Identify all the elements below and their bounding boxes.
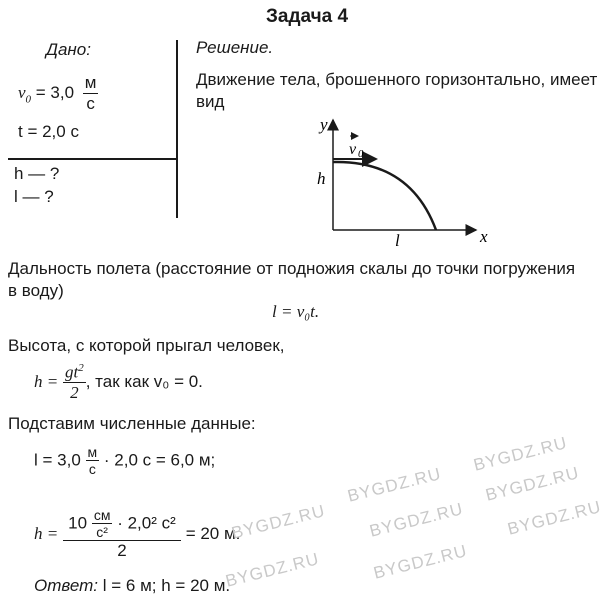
v0-subscript: 0 [25, 93, 32, 106]
height-formula [34, 362, 203, 403]
watermark: BYGDZ.RU [371, 541, 470, 583]
h-calc-lhs: h = [34, 524, 59, 543]
l-calc-unit [86, 445, 100, 477]
h-calc-unit-den: с² [96, 524, 108, 541]
l-label: l [395, 231, 400, 250]
given-divider [8, 158, 176, 160]
watermark: BYGDZ.RU [483, 463, 582, 505]
v0-label-sub: 0 [358, 148, 364, 160]
h-calc-tail: = 20 м. [185, 524, 241, 543]
answer-label: Ответ: [34, 576, 99, 595]
h-calc-fraction [63, 508, 181, 561]
trajectory-curve [333, 162, 436, 230]
watermark: BYGDZ.RU [229, 501, 328, 543]
range-line1: Дальность полета (расстояние от подножия скалы до точки погружения [8, 259, 576, 278]
problem-title: Задача 4 [266, 6, 349, 27]
solution-intro-line2: вид [196, 92, 225, 111]
l-calc-unit-den: с [88, 461, 96, 478]
height-tail: , так как v₀ = 0. [85, 371, 203, 391]
v0-label: v [349, 141, 357, 158]
substitute-heading: Подставим численные данные: [8, 414, 256, 433]
height-num: gt [64, 362, 79, 382]
height-den: 2 [70, 383, 79, 403]
range-formula: l = v₀t. [272, 302, 320, 321]
h-calc-num-b: · 2,0² с² [117, 513, 176, 533]
height-num-sup: 2 [78, 362, 84, 374]
h-calculation [34, 508, 240, 561]
l-calculation [34, 445, 215, 477]
l-calc-tail: · 2,0 с = 6,0 м; [103, 450, 216, 470]
watermark: BYGDZ.RU [471, 433, 570, 475]
v0-unit-num: м [84, 73, 97, 92]
given-heading: Дано: [46, 40, 91, 59]
watermark: BYGDZ.RU [367, 499, 466, 541]
answer-line [34, 576, 230, 596]
v0-unit-fraction [83, 74, 99, 113]
h-calc-num-a: 10 [68, 513, 88, 533]
l-calc-lhs: l = 3,0 [34, 450, 81, 470]
v0-symbol: v [18, 83, 26, 103]
trajectory-diagram [300, 112, 500, 252]
v0-unit-den: с [86, 93, 95, 113]
watermark: BYGDZ.RU [223, 549, 322, 591]
h-label: h [317, 169, 326, 188]
l-calc-unit-num: м [87, 444, 98, 460]
answer-value: l = 6 м; h = 20 м. [102, 576, 231, 595]
watermark: BYGDZ.RU [345, 464, 444, 506]
y-axis-label: y [320, 115, 328, 134]
height-intro: Высота, с которой прыгал человек, [8, 336, 285, 355]
given-t: t = 2,0 с [18, 122, 79, 141]
given-vertical-divider [176, 40, 178, 218]
given-v0 [18, 74, 98, 113]
height-fraction [63, 362, 86, 403]
find-l: l — ? [14, 187, 54, 206]
height-formula-lhs: h = [34, 371, 59, 391]
h-calc-unit-num: см [93, 507, 111, 523]
h-calc-den: 2 [117, 541, 127, 561]
find-h: h — ? [14, 164, 60, 183]
v0-value: = 3,0 [31, 83, 75, 103]
solution-heading: Решение. [196, 38, 274, 57]
x-axis-label: x [480, 227, 488, 246]
h-calc-unit [92, 508, 113, 540]
watermark: BYGDZ.RU [505, 497, 604, 539]
solution-intro-line1: Движение тела, брошенного горизонтально, имеет [196, 70, 598, 89]
range-line2: в воду) [8, 281, 64, 300]
